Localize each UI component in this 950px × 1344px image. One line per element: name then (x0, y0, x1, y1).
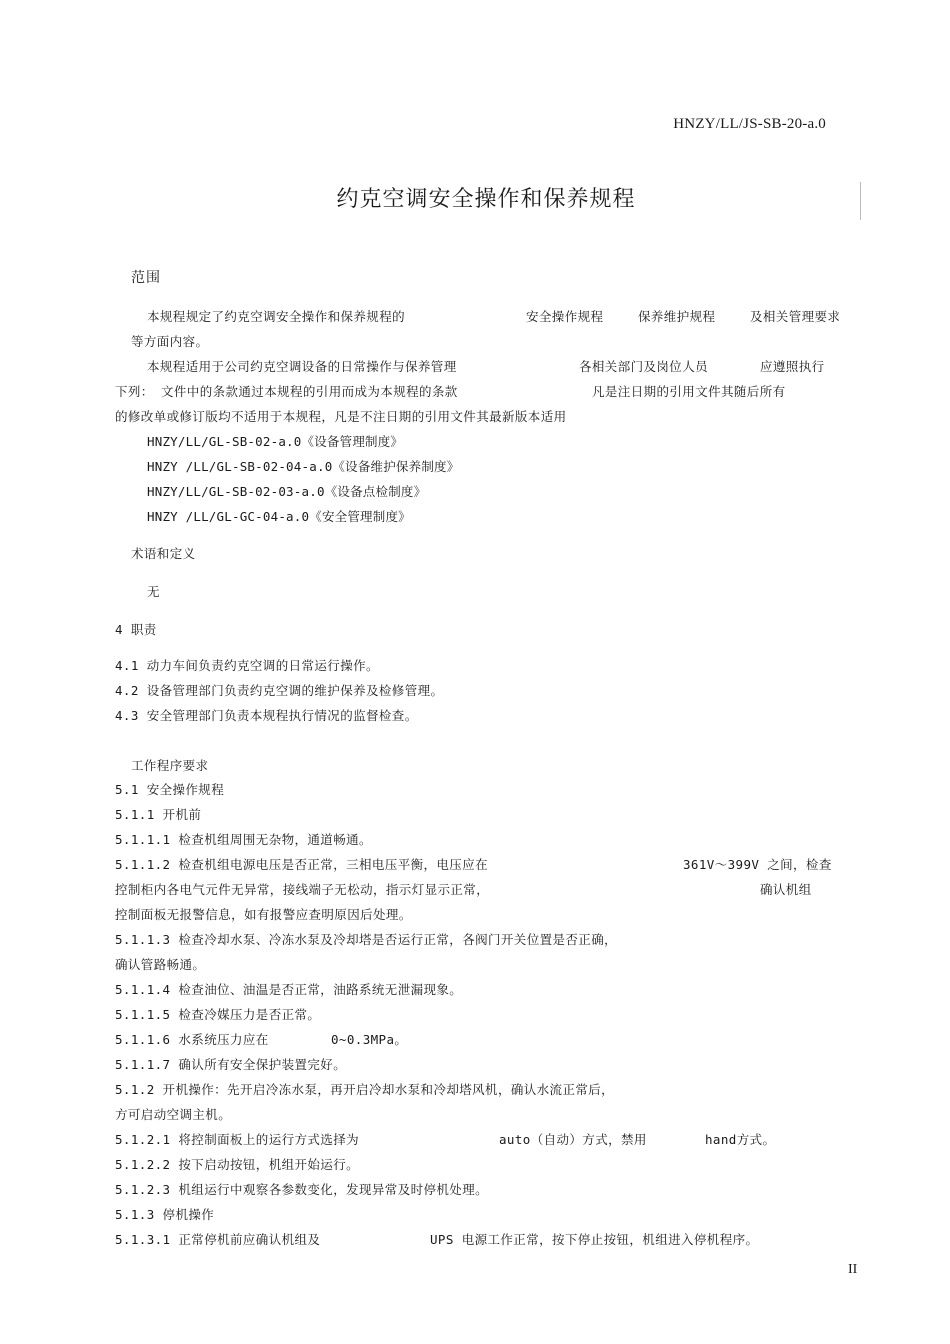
text-line-p1b: 安全操作规程 (526, 309, 604, 324)
text-line-s512b: 方可启动空调主机。 (115, 1107, 232, 1122)
text-line-sec5: 工作程序要求 (131, 758, 209, 773)
text-line-s512a: 5.1.2 开机操作：先开启冷冻水泵，再开启冷却水泵和冷却塔风机，确认水流正常后， (115, 1082, 615, 1097)
text-line-sec3: 术语和定义 (131, 546, 196, 561)
text-line-s5112b: 361V～399V 之间，检查 (683, 857, 832, 872)
text-line-sec4: 4 职责 (115, 622, 157, 637)
text-line-p1d: 及相关管理要求 (750, 309, 841, 324)
text-line-s5122: 5.1.2.2 按下启动按钮，机组开始运行。 (115, 1157, 360, 1172)
text-line-s41: 4.1 动力车间负责约克空调的日常运行操作。 (115, 658, 379, 673)
text-line-p2d: 下列： (115, 384, 154, 399)
text-line-p2g: 的修改单或修订版均不适用于本规程，凡是不注日期的引用文件其最新版本适用 (115, 409, 567, 424)
text-line-ref3: HNZY/LL/GL-SB-02-03-a.0《设备点检制度》 (147, 484, 427, 499)
text-line-s5116a: 5.1.1.6 水系统压力应在 (115, 1032, 269, 1047)
document-code: HNZY/LL/JS-SB-20-a.0 (673, 116, 826, 132)
text-line-s5121b: auto（自动）方式，禁用 (499, 1132, 647, 1147)
text-line-s43: 4.3 安全管理部门负责本规程执行情况的监督检查。 (115, 708, 418, 723)
text-line-p2c: 应遵照执行 (760, 359, 825, 374)
text-line-s5113b: 确认管路畅通。 (115, 957, 206, 972)
text-line-s5114: 5.1.1.4 检查油位、油温是否正常，油路系统无泄漏现象。 (115, 982, 463, 997)
text-line-ref1: HNZY/LL/GL-SB-02-a.0《设备管理制度》 (147, 434, 404, 449)
text-line-s5131b: UPS 电源工作正常，按下停止按钮，机组进入停机程序。 (430, 1232, 759, 1247)
text-line-p2a: 本规程适用于公司约克空调设备的日常操作与保养管理 (147, 359, 457, 374)
text-line-s42: 4.2 设备管理部门负责约克空调的维护保养及检修管理。 (115, 683, 444, 698)
text-line-s5115: 5.1.1.5 检查冷媒压力是否正常。 (115, 1007, 321, 1022)
text-line-sec1: 范围 (131, 270, 161, 286)
text-line-s511: 5.1.1 开机前 (115, 807, 202, 822)
text-line-p1a: 本规程规定了约克空调安全操作和保养规程的 (147, 309, 406, 324)
text-line-s5112c: 控制柜内各电气元件无异常，接线端子无松动，指示灯显示正常， (115, 882, 490, 897)
text-line-s5112d: 确认机组 (760, 882, 812, 897)
text-line-s5121c: hand方式。 (705, 1132, 776, 1147)
text-line-s5123: 5.1.2.3 机组运行中观察各参数变化，发现异常及时停机处理。 (115, 1182, 489, 1197)
text-line-s5116b: 0~0.3MPa。 (331, 1032, 408, 1047)
text-line-ref2: HNZY /LL/GL-SB-02-04-a.0《设备维护保养制度》 (147, 459, 460, 474)
text-line-s5113a: 5.1.1.3 检查冷却水泵、冷冻水泵及冷却塔是否运行正常，各阀门开关位置是否正确， (115, 932, 618, 947)
text-line-s513: 5.1.3 停机操作 (115, 1207, 215, 1222)
text-line-s5112a: 5.1.1.2 检查机组电源电压是否正常，三相电压平衡，电压应在 (115, 857, 489, 872)
text-line-p1c: 保养维护规程 (638, 309, 716, 324)
text-line-p2e: 文件中的条款通过本规程的引用而成为本规程的条款 (161, 384, 458, 399)
text-line-p2f: 凡是注日期的引用文件其随后所有 (592, 384, 786, 399)
page-number: II (848, 1262, 858, 1277)
text-line-s5131a: 5.1.3.1 正常停机前应确认机组及 (115, 1232, 321, 1247)
text-line-ref4: HNZY /LL/GL-GC-04-a.0《安全管理制度》 (147, 509, 411, 524)
document-title: 约克空调安全操作和保养规程 (336, 187, 636, 212)
text-line-s5112e: 控制面板无报警信息，如有报警应查明原因后处理。 (115, 907, 412, 922)
margin-rule (860, 182, 861, 220)
text-line-s5117: 5.1.1.7 确认所有安全保护装置完好。 (115, 1057, 347, 1072)
text-line-s51: 5.1 安全操作规程 (115, 782, 225, 797)
text-line-s5121a: 5.1.2.1 将控制面板上的运行方式选择为 (115, 1132, 360, 1147)
text-line-p2b: 各相关部门及岗位人员 (579, 359, 709, 374)
text-line-none: 无 (147, 584, 160, 599)
text-line-p1e: 等方面内容。 (131, 334, 209, 349)
text-line-s5111: 5.1.1.1 检查机组周围无杂物，通道畅通。 (115, 832, 372, 847)
